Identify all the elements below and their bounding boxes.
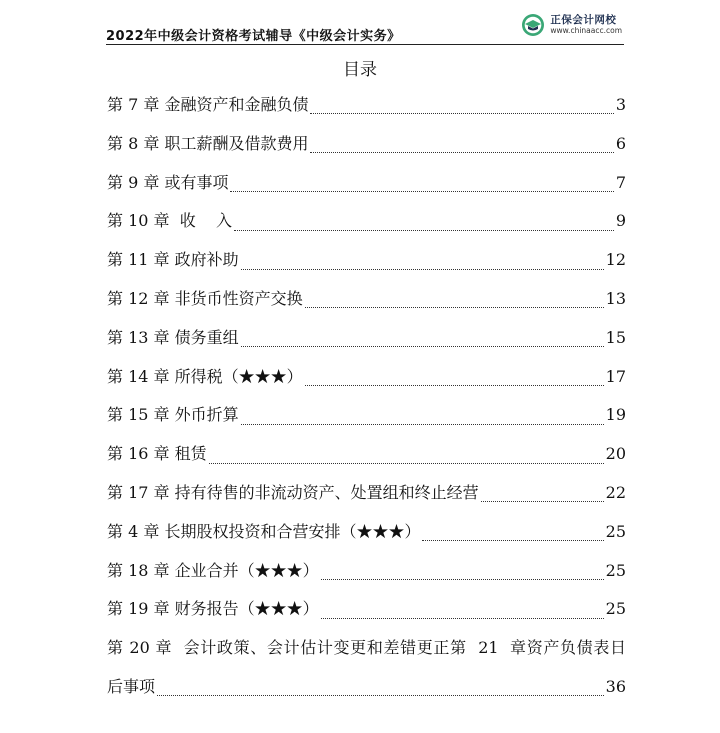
toc-entry-ch12[interactable] — [107, 282, 626, 321]
dot-leader — [230, 190, 613, 192]
toc-entry-ch11[interactable] — [107, 243, 626, 282]
toc-entry-ch16[interactable] — [107, 437, 626, 476]
toc-entry-ch9[interactable] — [107, 166, 626, 205]
dot-leader — [234, 229, 614, 231]
dot-leader — [241, 423, 604, 425]
brand-logo — [521, 10, 622, 40]
toc-page-number: 13 — [605, 288, 626, 308]
document-title: 2022年中级会计资格考试辅导《中级会计实务》 — [106, 29, 401, 44]
toc-entry-ch20-21-line1[interactable] — [107, 631, 626, 670]
dot-leader — [481, 500, 604, 502]
dot-leader — [310, 112, 613, 114]
toc-title: 目录 — [343, 60, 377, 80]
toc-entry-label: 第 20 章 会计政策、会计估计变更和差错更正第 21 章资产负债表日 — [107, 638, 626, 658]
toc-entry-label: 第 12 章 非货币性资产交换 — [107, 288, 303, 308]
toc-page-number: 19 — [605, 405, 626, 425]
toc-entry-ch17[interactable] — [107, 476, 626, 515]
toc-entry-label: 第 17 章 持有待售的非流动资产、处置组和终止经营 — [107, 482, 479, 502]
toc-entry-label: 第 18 章 企业合并（★★★） — [107, 560, 319, 580]
toc-entry-ch4[interactable] — [107, 515, 626, 554]
toc-page-number: 17 — [605, 366, 626, 386]
toc-entry-ch10[interactable] — [107, 204, 626, 243]
toc-page-number: 9 — [615, 211, 626, 231]
dot-leader — [305, 306, 604, 308]
graduation-cap-icon — [521, 13, 545, 37]
toc-entry-label: 第 15 章 外币折算 — [107, 405, 239, 425]
dot-leader — [241, 345, 604, 347]
toc-entry-ch18[interactable] — [107, 554, 626, 593]
toc-entry-ch19[interactable] — [107, 592, 626, 631]
toc-entry-label: 第 13 章 债务重组 — [107, 327, 239, 347]
toc-entry-ch7[interactable] — [107, 88, 626, 127]
dot-leader — [422, 539, 603, 541]
toc-page-number: 12 — [605, 250, 626, 270]
brand-url: www.chinaacc.com — [550, 25, 622, 35]
toc-entry-ch14[interactable] — [107, 360, 626, 399]
toc-entry-label: 第 4 章 长期股权投资和合营安排（★★★） — [107, 521, 421, 541]
toc-entry-label: 第 10 章 收 入 — [107, 211, 233, 231]
toc-entry-label: 第 19 章 财务报告（★★★） — [107, 599, 319, 619]
toc-entry-label: 第 8 章 职工薪酬及借款费用 — [107, 133, 309, 153]
dot-leader — [321, 617, 604, 619]
dot-leader — [157, 694, 604, 696]
toc-entry-label: 第 7 章 金融资产和金融负债 — [107, 95, 309, 114]
toc-entry-label: 第 16 章 租赁 — [107, 444, 207, 464]
toc-entry-ch8[interactable] — [107, 127, 626, 166]
toc-page-number: 36 — [605, 676, 626, 696]
toc-page-number: 22 — [605, 482, 626, 502]
toc-entry-ch20-21-line2[interactable] — [107, 670, 626, 709]
toc-entry-label: 第 9 章 或有事项 — [107, 172, 229, 192]
toc-page-number: 15 — [605, 327, 626, 347]
dot-leader — [209, 462, 604, 464]
dot-leader — [305, 384, 604, 386]
toc-page-number: 20 — [605, 444, 626, 464]
toc-page-number: 25 — [605, 599, 626, 619]
toc-page-number: 7 — [615, 172, 626, 192]
toc-entry-label: 第 11 章 政府补助 — [107, 250, 239, 270]
toc-page-number: 25 — [605, 560, 626, 580]
toc-entry-label: 第 14 章 所得税（★★★） — [107, 366, 303, 386]
brand-name: 正保会计网校 — [550, 14, 617, 27]
toc-entry-label: 后事项 — [107, 676, 156, 696]
toc-page-number: 6 — [615, 133, 626, 153]
dot-leader — [321, 578, 604, 580]
toc-page-number: 3 — [615, 95, 626, 114]
toc-entry-ch15[interactable] — [107, 398, 626, 437]
dot-leader — [241, 268, 604, 270]
toc-entry-ch13[interactable] — [107, 321, 626, 360]
page-header — [106, 8, 624, 45]
table-of-contents — [107, 88, 626, 709]
toc-page-number: 25 — [605, 521, 626, 541]
dot-leader — [310, 151, 613, 153]
